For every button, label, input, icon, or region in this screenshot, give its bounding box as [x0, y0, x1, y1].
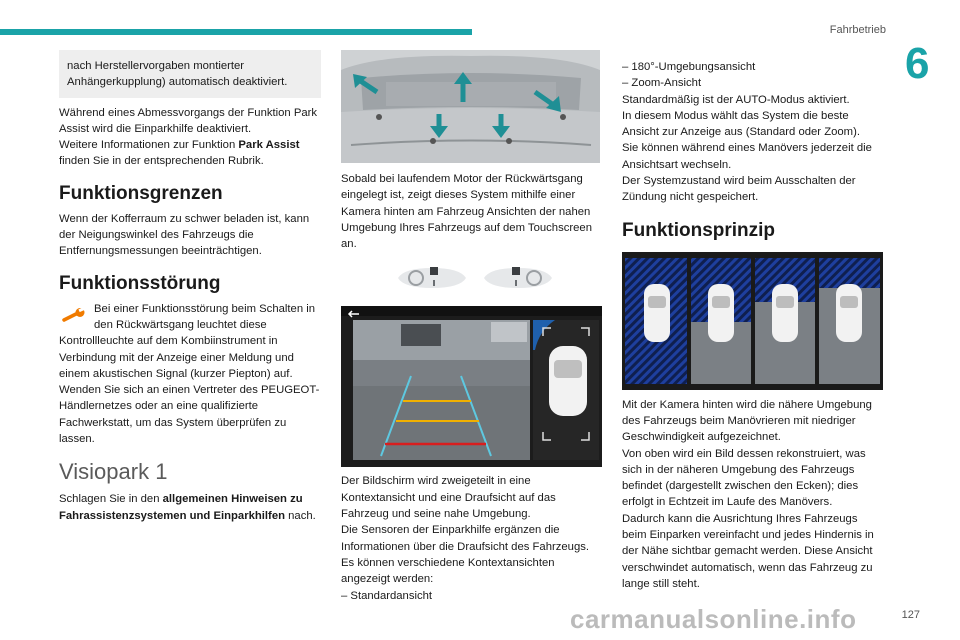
paragraph: Der Bildschirm wird zweigeteilt in eine Kontextansicht und eine Draufsicht auf das Fahrzeug und seine nahe Umgebung.: [341, 475, 556, 521]
text: Weitere Informationen zur Funktion: [59, 139, 239, 152]
column-2: [341, 50, 603, 604]
paragraph: In diesem Modus wählt das System die beste Ansicht zur Anzeige aus (Standard oder Zoom).: [622, 109, 860, 139]
car-rear-camera-image: [341, 50, 600, 163]
paragraph: Sie können während eines Manövers jederzeit die Ansichtsart wechseln.: [622, 142, 872, 171]
paragraph: Der Systemzustand wird beim Ausschalten der Zündung nicht gespeichert.: [622, 175, 856, 204]
paragraph: Standardmäßig ist der AUTO-Modus aktiviert.: [622, 93, 850, 106]
paragraph: Sobald bei laufendem Motor der Rückwärtsgang eingelegt ist, zeigt dieses System mithilfe einer Kamera hinten am Fahrzeug Ansichten der nahen Umgebung Ihres Fahrzeugs auf dem Touchscreen an.: [341, 173, 592, 251]
paragraph: Dadurch kann die Ausrichtung Ihres Fahrzeugs beim Einparken vereinfacht und jedes Hindernis in der Nähe sichtbar gemacht werden. Diese Ansicht verschwindet automatisch, wenn das Fahrzeug zu lange still steht.: [622, 512, 874, 590]
paragraph: Wenden Sie sich an einen Vertreter des PEUGEOT-Händlernetzes oder an eine qualifizierte Fachwerkstatt, um das System überprüfen zu lassen.: [59, 384, 320, 446]
view-mode-icons: [396, 264, 603, 294]
page-number: 127: [901, 609, 920, 621]
watermark: carmanualsonline.info: [570, 604, 857, 634]
heading-funktionsgrenzen: Funktionsgrenzen: [59, 182, 223, 204]
chapter-number: 6: [905, 39, 930, 88]
text: Schlagen Sie in den: [59, 493, 163, 506]
header-accent-bar: [0, 29, 472, 35]
list-item: – Standardansicht: [341, 589, 433, 602]
bold-text: Park Assist: [238, 139, 300, 152]
list-item: – Zoom-Ansicht: [622, 77, 702, 90]
zoom-view-icon: [482, 264, 554, 292]
column-1: [59, 50, 323, 524]
info-note: [59, 50, 321, 98]
paragraph: Während eines Abmessvorgangs der Funktion Park Assist wird die Einparkhilfe deaktiviert.: [59, 106, 318, 135]
column-3: [622, 59, 885, 592]
note-text: nach Herstellervorgaben montierter Anhängerkupplung) automatisch deaktiviert.: [67, 60, 288, 89]
paragraph: Mit der Kamera hinten wird die nähere Umgebung des Fahrzeugs beim Manövrieren mit niedriger Geschwindigkeit aufgezeichnet.: [622, 398, 872, 444]
list-item: – 180°-Umgebungsansicht: [622, 61, 756, 73]
paragraph: Die Sensoren der Einparkhilfe ergänzen die Informationen über die Draufsicht des Fahrzeugs.: [341, 524, 590, 553]
standard-view-icon: [396, 264, 468, 292]
paragraph: Es können verschiedene Kontextansichten angezeigt werden:: [341, 556, 555, 586]
heading-funktionsstoerung: Funktionsstörung: [59, 272, 221, 294]
heading-visiopark: Visiopark 1: [59, 459, 168, 485]
paragraph: Von oben wird ein Bild dessen rekonstruiert, was sich in der näheren Umgebung des Fahrzeugs befindet (dargestellt zwischen den Ecken); dies erfolgt in Echtzeit im Laufe des Manövers.: [622, 447, 866, 509]
top-view-sequence-image: [622, 252, 883, 390]
heading-funktionsprinzip: Funktionsprinzip: [622, 219, 776, 241]
section-title: Fahrbetrieb: [829, 24, 886, 36]
paragraph: [59, 491, 323, 524]
text: finden Sie in der entsprechenden Rubrik.: [59, 155, 264, 168]
paragraph: Wenn der Kofferraum zu schwer beladen ist, kann der Neigungswinkel des Fahrzeugs die Entfernungsmessungen beeinträchtigen.: [59, 212, 310, 258]
paragraph: Bei einer Funktionsstörung beim Schalten in den Rückwärtsgang leuchtet diese Kontrollleuchte auf dem Kombiinstrument in Verbindung mit der Anzeige einer Meldung und einem akustischen Signal (kurzer Piepton) auf.: [59, 302, 316, 380]
camera-screen-image: [341, 306, 602, 467]
wrench-warning-icon: [59, 301, 89, 331]
text: nach.: [285, 509, 316, 522]
bold-text: allgemeinen Hinweisen zu Fahrassistenzsystemen und Einparkhilfen: [59, 493, 303, 522]
paragraph: [59, 137, 323, 170]
